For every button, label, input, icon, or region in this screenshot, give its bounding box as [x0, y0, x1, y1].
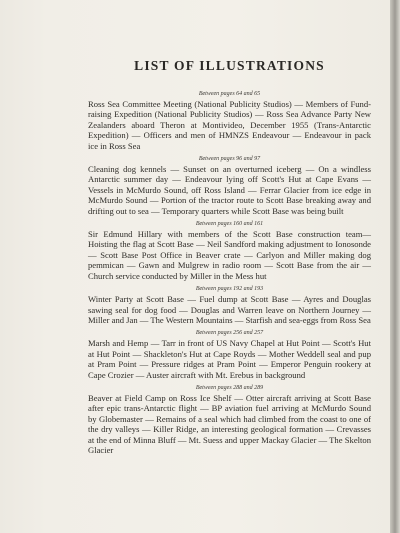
- illustration-section: [88, 156, 371, 216]
- illustration-section: [88, 286, 371, 325]
- section-text: Cleaning dog kennels — Sunset on an overturned iceberg — On a windless Antarctic summer day — Endeavour lying off Scott's Hut at Cape Evans — Vessels in McMurdo Sound, off Ross Island — Ferrar Glacier from ice edge in McMurdo Sound — Portion of the tractor route to Scott Base breaking away and drifting out to sea — Temporary quarters while Scott Base was being built: [88, 164, 371, 216]
- section-heading: Between pages 96 and 97: [198, 156, 261, 163]
- section-heading: Between pages 288 and 289: [195, 384, 264, 391]
- section-text: Beaver at Field Camp on Ross Ice Shelf — Otter aircraft arriving at Scott Base after epic trans-Antarctic flight — BP aviation fuel arriving at McMurdo Sound by Globemaster — Remains of a seal which had climbed from the coast to one of the dry valleys — Killer Ridge, an interesting geological formation — Crevasses at the end of Minna Bluff — Mt. Suess and upper Mackay Glacier — The Skelton Glacier: [88, 392, 371, 455]
- book-gutter: [390, 0, 400, 533]
- section-text: Sir Edmund Hillary with members of the Scott Base construction team— Hoisting the flag at Scott Base — Neil Sandford making adjustment to Ionosonde — Scott Base Post Office in Beaver crate — Carlyon and Miller making dog pemmican — Gawn and Mulgrew in radio room — Scott Base from the air — Church service conducted by Miller in the Mess hut: [88, 229, 371, 281]
- section-heading: Between pages 192 and 193: [195, 286, 264, 293]
- illustration-section: [88, 91, 371, 151]
- section-text: Winter Party at Scott Base — Fuel dump at Scott Base — Ayres and Douglas sawing seal for dog food — Douglas and Warren leave on Northern Journey — Miller and Jan — The Western Mountains — Starfish and sea-eggs from Ross Sea: [88, 294, 371, 325]
- illustration-section: [88, 385, 371, 455]
- section-heading: Between pages 160 and 161: [195, 221, 264, 228]
- illustration-section: [88, 330, 371, 380]
- page-title: LIST OF ILLUSTRATIONS: [134, 58, 325, 73]
- section-text: Marsh and Hemp — Tarr in front of US Navy Chapel at Hut Point — Scott's Hut at Hut Point — Shackleton's Hut at Cape Royds — Mother Weddell seal and pup at Pram Point — Pressure ridges at Pram Point — Emperor Penguin rookery at Cape Crozier — Auster aircraft with Mt. Erebus in background: [88, 338, 371, 380]
- section-text: Ross Sea Committee Meeting (National Publicity Studios) — Members of Fund-raising Expedition (National Publicity Studios) — Ross Sea Advance Party New Zealanders aboard Theron at Montivideo, December 1955 (Trans-Antarctic Expedition) — Officers and men of HMNZS Endeavour — Endeavour in pack ice in Ross Sea: [88, 99, 371, 151]
- illustrations-list: [88, 58, 371, 460]
- illustration-section: [88, 221, 371, 281]
- section-heading: Between pages 256 and 257: [195, 330, 264, 337]
- section-heading: Between pages 64 and 65: [198, 91, 261, 97]
